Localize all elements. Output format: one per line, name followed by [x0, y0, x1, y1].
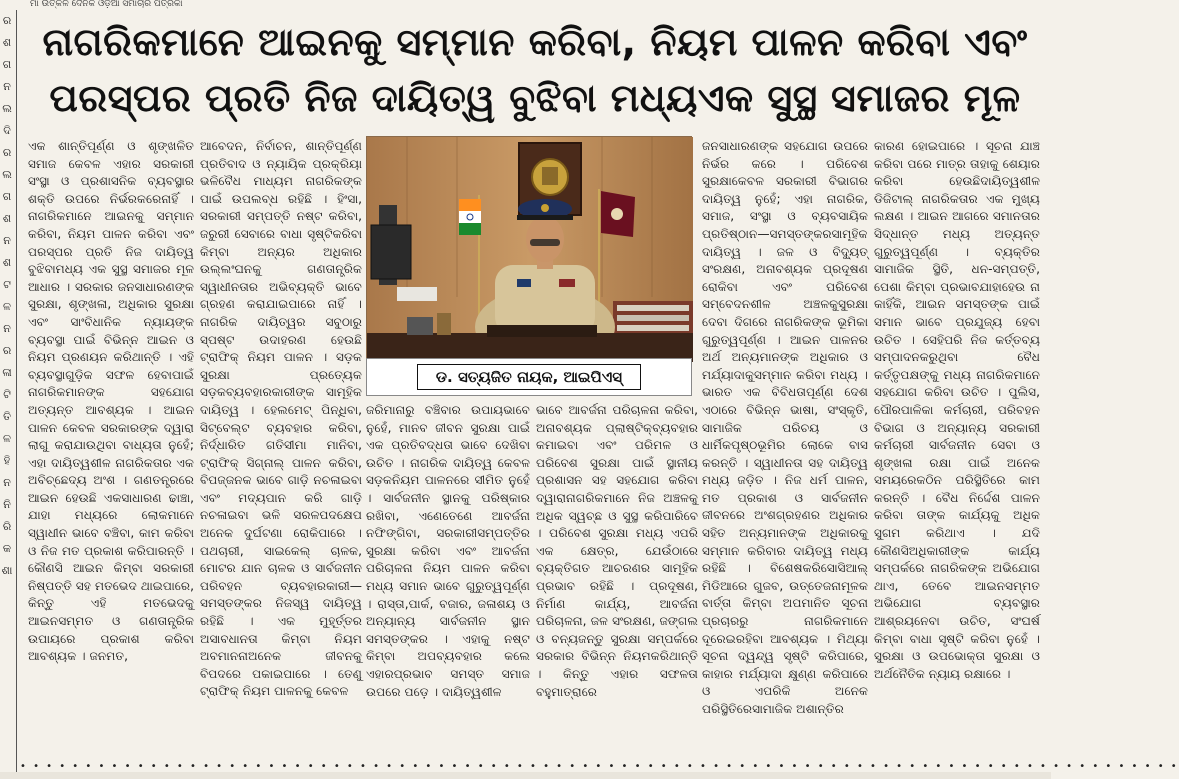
- officer-photo-illustration: [367, 137, 693, 362]
- article-column-4: ଭାବେ ଆବର୍ଜନା ପରିଚାଳନା କରିବା, ଅନାବଶ୍ୟକ ପ୍ଲାଷ୍ଟିକ୍‌ବ୍ୟବହାର କମାଇବା ଏବଂ ପରିମଳ ଓ ପରିବେଶ ସୁରକ୍ଷା ପାଇଁ ସ୍ଥାନୀୟ ପ୍ରଶାସନ ସହ ସହଯୋଗ କରିବା ଦ୍ୱାରାନାଗରିକମାନେ ନିଜ ଅଞ୍ଚଳକୁ ଅଧିକ ସ୍ୱଚ୍ଛ ଓ ସୁସ୍ଥ କରିପାରିବେ । ପରିବେଶ ସୁରକ୍ଷା ମଧ୍ୟ ଏପରି ଏକ କ୍ଷେତ୍ର, ଯେଉଁଠାରେ ବ୍ୟକ୍ତିଗତ ଆଚରଣର ସାମୂହିକ ପ୍ରଭାବ ରହିଛି । ପ୍ରଦୂଷଣ, ନିର୍ମାଣ କାର୍ଯ୍ୟ, ଆବର୍ଜନା ପରିଚାଳନା, ଜଳ ସଂରକ୍ଷଣ, ଜଙ୍ଗଲ ଓ ବନ୍ୟଜନ୍ତୁ ସୁରକ୍ଷା ସମ୍ପର୍କରେ ସରକାର ବିଭିନ୍ନ ନିୟମକରିଥାନ୍ତି । କିନ୍ତୁ ଏହାର ସଫଳତା ବହୁମାତ୍ରାରେ: [536, 403, 698, 699]
- bottom-dotted-rule: • • • • • • • • • • • • • • • • • • • • • • • • • • • • • • • • • • • • • • • • • • • • • • • • • • • • • • • • • • • • • • • • • • • • • • • • • • • • • • • • • • • • • • • • •: [20, 761, 1179, 772]
- headline-line-2: ପରସ୍ପର ପ୍ରତି ନିଜ ଦାୟିତ୍ୱ ବୁଝିବା ମଧ୍ୟଏକ ସୁସ୍ଥ ସମାଜର ମୂଳ: [49, 76, 1021, 120]
- photo-caption-panel: [366, 358, 692, 396]
- article-column-3: ଜରିମାନାରୁ ବଞ୍ଚିବାର ଉପାୟଭାବେ ନୁହେଁ, ମାନବ ଜୀବନ ସୁରକ୍ଷା ପାଇଁ ଏକ ପ୍ରତିବଦ୍ଧତା ଭାବେ ଦେଖିବା ଉଚିତ । ନାଗରିକ ଦାୟିତ୍ୱ କେବଳ ସଡ଼କନିୟମ ପାଳନରେ ସୀମିତ ନୁହେଁ । ସାର୍ବଜନୀନ ସ୍ଥାନକୁ ପରିଷ୍କାର ରଖିବା, ଏଣେତେଣେ ଆବର୍ଜନା ନଫିଙ୍ଗିବା, ସରକାରୀସମ୍ପତ୍ତିର ସୁରକ୍ଷା କରିବା ଏବଂ ଆବର୍ଜନା ପରିଚାଳନା ନିୟମ ପାଳନ କରିବା ମଧ୍ୟ ସମାନ ଭାବେ ଗୁରୁତ୍ୱପୂର୍ଣ୍ଣ । ରାସ୍ତା,ପାର୍କ, ବଜାର, ଜଳାଶୟ ଓ ଅନ୍ୟାନ୍ୟ ସାର୍ବଜନୀନ ସ୍ଥାନ ସମସ୍ତଙ୍କର । ଏହାକୁ ନଷ୍ଟ କିମ୍ବା ଅପବ୍ୟବହାର କଲେ ଏହାରପ୍ରଭାବ ସମସ୍ତ ସମାଜ ଉପରେ ପଡ଼େ । ଦାୟିତ୍ୱଶୀଳ: [366, 403, 530, 699]
- bottom-edge: [0, 772, 1051, 779]
- photo-caption: ଡ. ସତ୍ୟଜିତ ନାୟକ, ଆଇପିଏସ୍: [417, 364, 641, 390]
- headline-line-1: ନାଗରିକମାନେ ଆଇନକୁ ସମ୍ମାନ କରିବା, ନିୟମ ପାଳନ କରିବା ଏବଂ: [42, 20, 1028, 64]
- left-column-rule: [16, 10, 17, 779]
- top-clipped-text-strip: ମାଁ ଉତ୍କଳ ଦୈନିକ ଓଡ଼ିଆ ସମାଚାର ପତ୍ରିକା: [30, 0, 183, 9]
- article-column-5: ଜନସାଧାରଣଙ୍କ ସହଯୋଗ ଉପରେ ନିର୍ଭର କରେ । ପରିବେଶ ସୁରକ୍ଷାକେବଳ ସରକାରୀ ବିଭାଗର ଦାୟିତ୍ୱ ନୁହେଁ; ଏହା ନାଗରିକ, ସମାଜ, ସଂସ୍ଥା ଓ ବ୍ୟବସାୟିକ ପ୍ରତିଷ୍ଠାନ—ସମସ୍ତଙ୍କରସାମୂହିକ ଦାୟିତ୍ୱ । ଜଳ ଓ ବିଦ୍ୟୁତ୍ ସଂରକ୍ଷଣ, ଅନାବଶ୍ୟକ ପ୍ରଦୂଷଣ ରୋକିବା ଏବଂ ପରିବେଶ ସମ୍ବେଦନଶୀଳ ଅଞ୍ଚଳକୁସୁରକ୍ଷା ଦେବା ଦିଗରେ ନାଗରିକଙ୍କ ଭୂମିକା ଗୁରୁତ୍ୱପୂର୍ଣ୍ଣ । ଆଇନ ପାଳନର ଅର୍ଥ ଅନ୍ୟମାନଙ୍କ ଅଧିକାର ଓ ମର୍ଯ୍ୟାଦାକୁସମ୍ମାନ କରିବା ମଧ୍ୟ । ଭାରତ ଏକ ବିବିଧତାପୂର୍ଣ୍ଣ ଦେଶ ଏଠାରେ ବିଭିନ୍ନ ଭାଷା, ସଂସ୍କୃତି, ସାମାଜିକ ପରିଚୟ ଓ ଧାର୍ମିକପୃଷ୍ଠଭୂମିର ଲୋକେ ବାସ କରନ୍ତି । ସ୍ୱାଧୀନତା ସହ ଦାୟିତ୍ୱ ମଧ୍ୟ ଜଡ଼ିତ । ନିଜ ଧର୍ମ ପାଳନ, ମତ ପ୍ରକାଶ ଓ ସାର୍ବଜନୀନ ଜୀବନରେ ଅଂଶଗ୍ରହଣର ଅଧିକାର ସହିତ ଅନ୍ୟମାନଙ୍କ ଅଧିକାରକୁ ସମ୍ମାନ କରିବାର ଦାୟିତ୍ୱ ମଧ୍ୟ ରହିଛି । ବିଶେଷକରିସୋସିଆଲ୍ ମିଡିଆରେ ଗୁଜବ, ଉତ୍ତେଜନାମୂଳକ ବାର୍ତ୍ତା କିମ୍ବା ଅପମାନିତ ସୂଚନା ପ୍ରଚାରରୁ ନାଗରିକମାନେ ଦୂରେଇରହିବା ଆବଶ୍ୟକ । ମିଥ୍ୟା ସୂଚନା ଦ୍ୱନ୍ଦ୍ୱ ସୃଷ୍ଟି କରିପାରେ, କାହାର ମର୍ଯ୍ୟାଦା କ୍ଷୁଣ୍ଣ କରିପାରେ ଓ ଏପରିକି ଅନେକ ପରିସ୍ଥିତିରେସାମାଜିକ ଅଶାନ୍ତିର: [702, 139, 868, 716]
- officer-photo: [366, 136, 692, 361]
- article-column-2: ଆବେଦନ, ନିର୍ବାଚନ, ଶାନ୍ତିପୂର୍ଣ୍ଣ ପ୍ରତିବାଦ ଓ ନ୍ୟାୟିକ ପ୍ରକ୍ରିୟା ଭଳିବୈଧ ମାଧ୍ୟମ ନାଗରିକଙ୍କ ପାଇଁ ଉପଲବ୍ଧ ରହିଛି । ହିଂସା, ସରକାରୀ ସମ୍ପତ୍ତି ନଷ୍ଟ କରିବା, ଜରୁରୀ ସେବାରେ ବାଧା ସୃଷ୍ଟିକରିବା କିମ୍ବା ଅନ୍ୟର ଅଧିକାର ଉଲ୍ଲଂଘନକୁ ଗଣତାନ୍ତ୍ରିକ ସ୍ୱାଧୀନତାର ଅଭିବ୍ୟକ୍ତି ଭାବେ ଗ୍ରହଣ କରାଯାଇପାରେ ନାହିଁ । ନାଗରିକ ଦାୟିତ୍ୱର ସବୁଠାରୁ ସ୍ପଷ୍ଟ ଉଦାହରଣ ହେଉଛି ଟ୍ରାଫିକ୍ ନିୟମ ପାଳନ । ସଡ଼କ ସୁରକ୍ଷା ପ୍ରତ୍ୟେକ ସଡ଼କବ୍ୟବହାରକାରୀଙ୍କ ସାମୂହିକ ଦାୟିତ୍ୱ । ହେଲମେଟ୍ ପିନ୍ଧିବା, ସିଟ୍‌ବେଲ୍ଟ ବ୍ୟବହାର କରିବା, ନିର୍ଦ୍ଧାରିତ ଗତିସୀମା ମାନିବା, ଟ୍ରାଫିକ୍ ସିଗ୍ନାଲ୍ ପାଳନ କରିବା, ବିପଜ୍ଜନକ ଭାବେ ଗାଡ଼ି ନଚଳାଇବା ଏବଂ ମଦ୍ୟପାନ କରି ଗାଡ଼ି ନଚଳାଇବା ଭଳି ସରଳପଦକ୍ଷେପ ଅନେକ ଦୁର୍ଘଟଣା ରୋକିପାରେ । ପଥଚାରୀ, ସାଇକେଲ୍ ଚାଳକ, ମୋଟର ଯାନ ଚାଳକ ଓ ସାର୍ବଜନୀନ ପରିବହନ ବ୍ୟବହାରକାରୀ—ସମସ୍ତଙ୍କର ନିଜସ୍ୱ ଦାୟିତ୍ୱ ରହିଛି । ଏକ ମୁହୂର୍ତ୍ତର ଅସାବଧାନତା କିମ୍ବା ନିୟମ ଅବମାନନାଅନେକ ଜୀବନକୁ ବିପଦରେ ପକାଇପାରେ । ତେଣୁ ଟ୍ରାଫିକ୍ ନିୟମ ପାଳନକୁ କେବଳ: [200, 139, 362, 699]
- article-column-6: କାରଣ ହୋଇପାରେ । ସୂଚନା ଯାଞ୍ଚ କରିବା ପରେ ମାତ୍ର ତାହାକୁ ଶେୟାର କରିବା ହେଉଛିଦାୟିତ୍ୱଶୀଳ ଡିଜିଟାଲ୍ ନାଗରିକତାର ଏକ ମୁଖ୍ୟ ଲକ୍ଷଣ । ଆଇନ ଆଗରେ ସମାନତାର ସିଦ୍ଧାନ୍ତ ମଧ୍ୟ ଅତ୍ୟନ୍ତ ଗୁରୁତ୍ୱପୂର୍ଣ୍ଣ । ବ୍ୟକ୍ତିର ସାମାଜିକ ସ୍ଥିତି, ଧନ-ସମ୍ପତ୍ତି, ପେଶା କିମ୍ବା ପ୍ରଭାବଯାହାହେଉ ନା କାହିଁକି, ଆଇନ ସମସ୍ତଙ୍କ ପାଇଁ ସମାନ ଭାବେ ପ୍ରଯୁଜ୍ୟ ହେବା ଉଚିତ । ସେହିପରି ନିଜ କର୍ତ୍ତବ୍ୟ ସମ୍ପାଦନକରୁଥିବା ବୈଧ କର୍ତ୍ତୃପକ୍ଷଙ୍କୁ ମଧ୍ୟ ନାଗରିକମାନେ ସହଯୋଗ କରିବା ଉଚିତ । ପୁଲିସ, ପୌରପାଳିକା କର୍ମଚାରୀ, ପରିବହନ ବିଭାଗ ଓ ଅନ୍ୟାନ୍ୟ ସରକାରୀ କର୍ମଚାରୀ ସାର୍ବଜନୀନ ସେବା ଓ ଶୃଙ୍ଖଳା ରକ୍ଷା ପାଇଁ ଅନେକ ସମୟରେକଠିନ ପରିସ୍ଥିତିରେ କାମ କରନ୍ତି । ବୈଧ ନିର୍ଦ୍ଦେଶ ପାଳନ କରିବା ତାଙ୍କ କାର୍ଯ୍ୟକୁ ଅଧିକ ସୁଗମ କରିଥାଏ । ଯଦି କୌଣସିଅଧିକାରୀଙ୍କ କାର୍ଯ୍ୟ ସମ୍ପର୍କରେ ନାଗରିକଙ୍କ ଅଭିଯୋଗ ଥାଏ, ତେବେ ଆଇନସମ୍ମତ ଅଭିଯୋଗ ବ୍ୟବସ୍ଥାର ଆଶ୍ରୟନେବା ଉଚିତ, ସଂଘର୍ଷ କିମ୍ବା ବାଧା ସୃଷ୍ଟି କରିବା ନୁହେଁ । ସୁରକ୍ଷା ଓ ଉପଭୋକ୍ତା ସୁରକ୍ଷା ଓ ଅର୍ଥନୈତିକ ନ୍ୟାୟ ରକ୍ଷାରେ ।: [874, 139, 1040, 681]
- article-column-1: ଏକ ଶାନ୍ତିପୂର୍ଣ୍ଣ ଓ ଶୃଙ୍ଖଳିତ ସମାଜ କେବଳ ଏହାର ସରକାରୀ ସଂସ୍ଥା ଓ ପ୍ରଶାସନିକ ବ୍ୟବସ୍ଥାର ଶକ୍ତି ଉପରେ ନିର୍ଭରକରେନାହିଁ । ନାଗରିକମାନେ ଆଇନକୁ ସମ୍ମାନ କରିବା, ନିୟମ ପାଳନ କରିବା ଏବଂ ପରସ୍ପର ପ୍ରତି ନିଜ ଦାୟିତ୍ୱ ବୁଝିବାମଧ୍ୟ ଏକ ସୁସ୍ଥ ସମାଜର ମୂଳ ଆଧାର । ସରକାର ଜନସାଧାରଣଙ୍କ ସୁରକ୍ଷା, ଶୃଙ୍ଖଳା, ଅଧିକାର ସୁରକ୍ଷା ଏବଂ ସାଂବିଧାନିକ ନ୍ୟାୟଙ୍କ ବ୍ୟବସ୍ଥା ପାଇଁ ବିଭିନ୍ନ ଆଇନ ଓ ନିୟମ ପ୍ରଣୟନ କରିଥାନ୍ତି । ଏହି ବ୍ୟବସ୍ଥାଗୁଡ଼ିକ ସଫଳ ହେବାପାଇଁ ନାଗରିକମାନଙ୍କ ସହଯୋଗ ଅତ୍ୟନ୍ତ ଆବଶ୍ୟକ । ଆଇନ ପାଳନ କେବଳ ସରକାରଙ୍କ ଦ୍ୱାରା ଲାଗୁ କରାଯାଉଥିବା ବାଧ୍ୟତା ନୁହେଁ; ଏହା ଦାୟିତ୍ୱଶୀଳ ନାଗରିକତାର ଏକ ଅବିଚ୍ଛେଦ୍ୟ ଅଂଶ । ଗଣତନ୍ତ୍ରରେ ଆଇନ ହେଉଛି ଏକସାଧାରଣ ଢାଞ୍ଚା, ଯାହା ମଧ୍ୟରେ ଲୋକମାନେ ସ୍ୱାଧୀନ ଭାବେ ବଞ୍ଚିବା, କାମ କରିବା ଓ ନିଜ ମତ ପ୍ରକାଶ କରିପାରନ୍ତି । କୌଣସି ଆଇନ କିମ୍ବା ସରକାରୀ ନିଷ୍ପତ୍ତି ସହ ମତଭେଦ ଥାଇପାରେ, କିନ୍ତୁ ଏହି ମତଭେଦକୁ ଆଇନସମ୍ମତ ଓ ଗଣତାନ୍ତ୍ରିକ ଉପାୟରେ ପ୍ରକାଶ କରିବା ଆବଶ୍ୟକ । ଜନମତ,: [28, 139, 194, 664]
- left-clipped-text-strip: ର ଶ ଗ ନ ଲ ଦି ର ଲ ଗ ଶ ନ ଶ ଟ ଳ ନ ର ଳା ଟି ତି ଳ ହି ନ ନି ରି କ ଶା: [1, 14, 13, 577]
